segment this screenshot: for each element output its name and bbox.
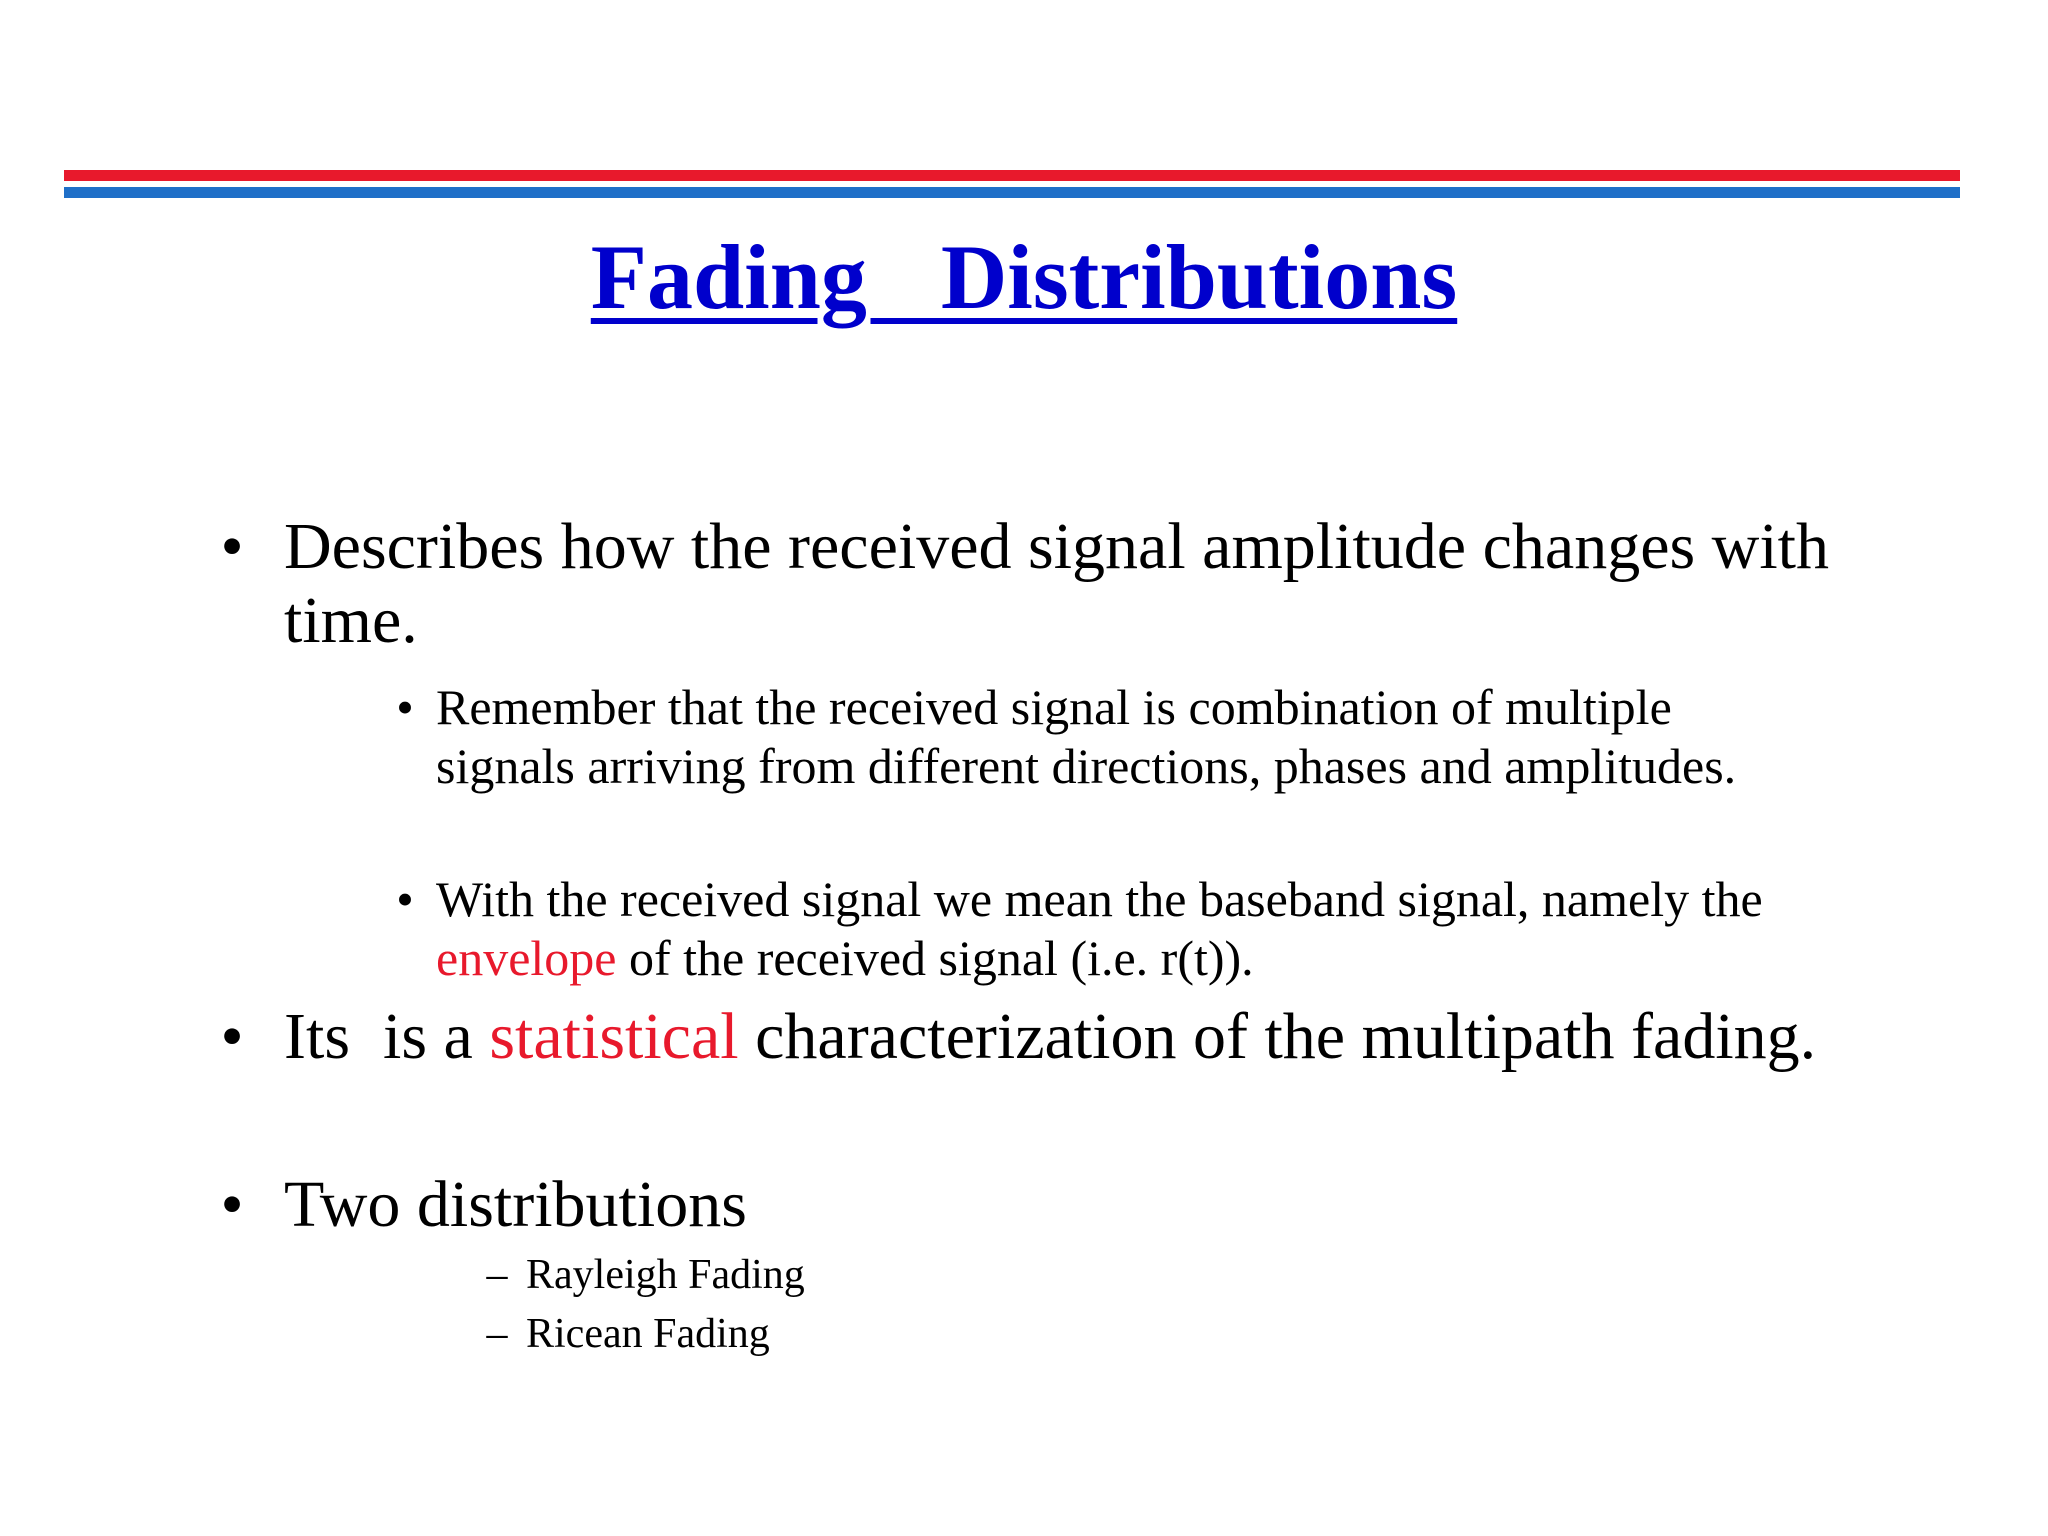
dash-item-rayleigh: [484, 1250, 1426, 1300]
dash-icon: –: [486, 1252, 508, 1298]
bullet-two-distributions: [212, 1168, 1904, 1242]
dash-item-text: Ricean Fading: [526, 1311, 770, 1357]
subbullet-text: Remember that the received signal is combination of multiple signals arriving from different directions, phases and amplitudes.: [436, 679, 1737, 794]
slide-title: Fading Distributions: [590, 226, 1458, 328]
bullet-text-after: characterization of the multipath fading.: [738, 1000, 1817, 1073]
bullet-dot-icon: •: [396, 871, 414, 927]
subbullet-remember: [392, 678, 1816, 796]
highlight-envelope: envelope: [436, 930, 617, 986]
bullet-describes: [212, 510, 1904, 658]
highlight-statistical: statistical: [489, 1000, 739, 1073]
bullet-text: Describes how the received signal amplitude changes with time.: [284, 510, 1830, 657]
dash-icon: –: [486, 1311, 508, 1357]
bullet-dot-icon: •: [220, 510, 244, 583]
subbullet-text-before: With the received signal we mean the baseband signal, namely the: [436, 871, 1763, 927]
dash-item-text: Rayleigh Fading: [526, 1252, 805, 1298]
bullet-dot-icon: •: [220, 1168, 244, 1241]
subbullet-text-after: of the received signal (i.e. r(t)).: [616, 930, 1254, 986]
top-rule-blue: [64, 187, 1960, 198]
top-rule-red: [64, 170, 1960, 181]
subbullet-baseband: [392, 870, 1816, 988]
bullet-dot-icon: •: [220, 1000, 244, 1073]
bullet-text: Two distributions: [284, 1168, 747, 1241]
bullet-dot-icon: •: [396, 679, 414, 735]
bullet-text-before: Its is a: [284, 1000, 490, 1073]
bullet-statistical: [212, 1000, 1904, 1074]
dash-item-ricean: [484, 1309, 1426, 1359]
